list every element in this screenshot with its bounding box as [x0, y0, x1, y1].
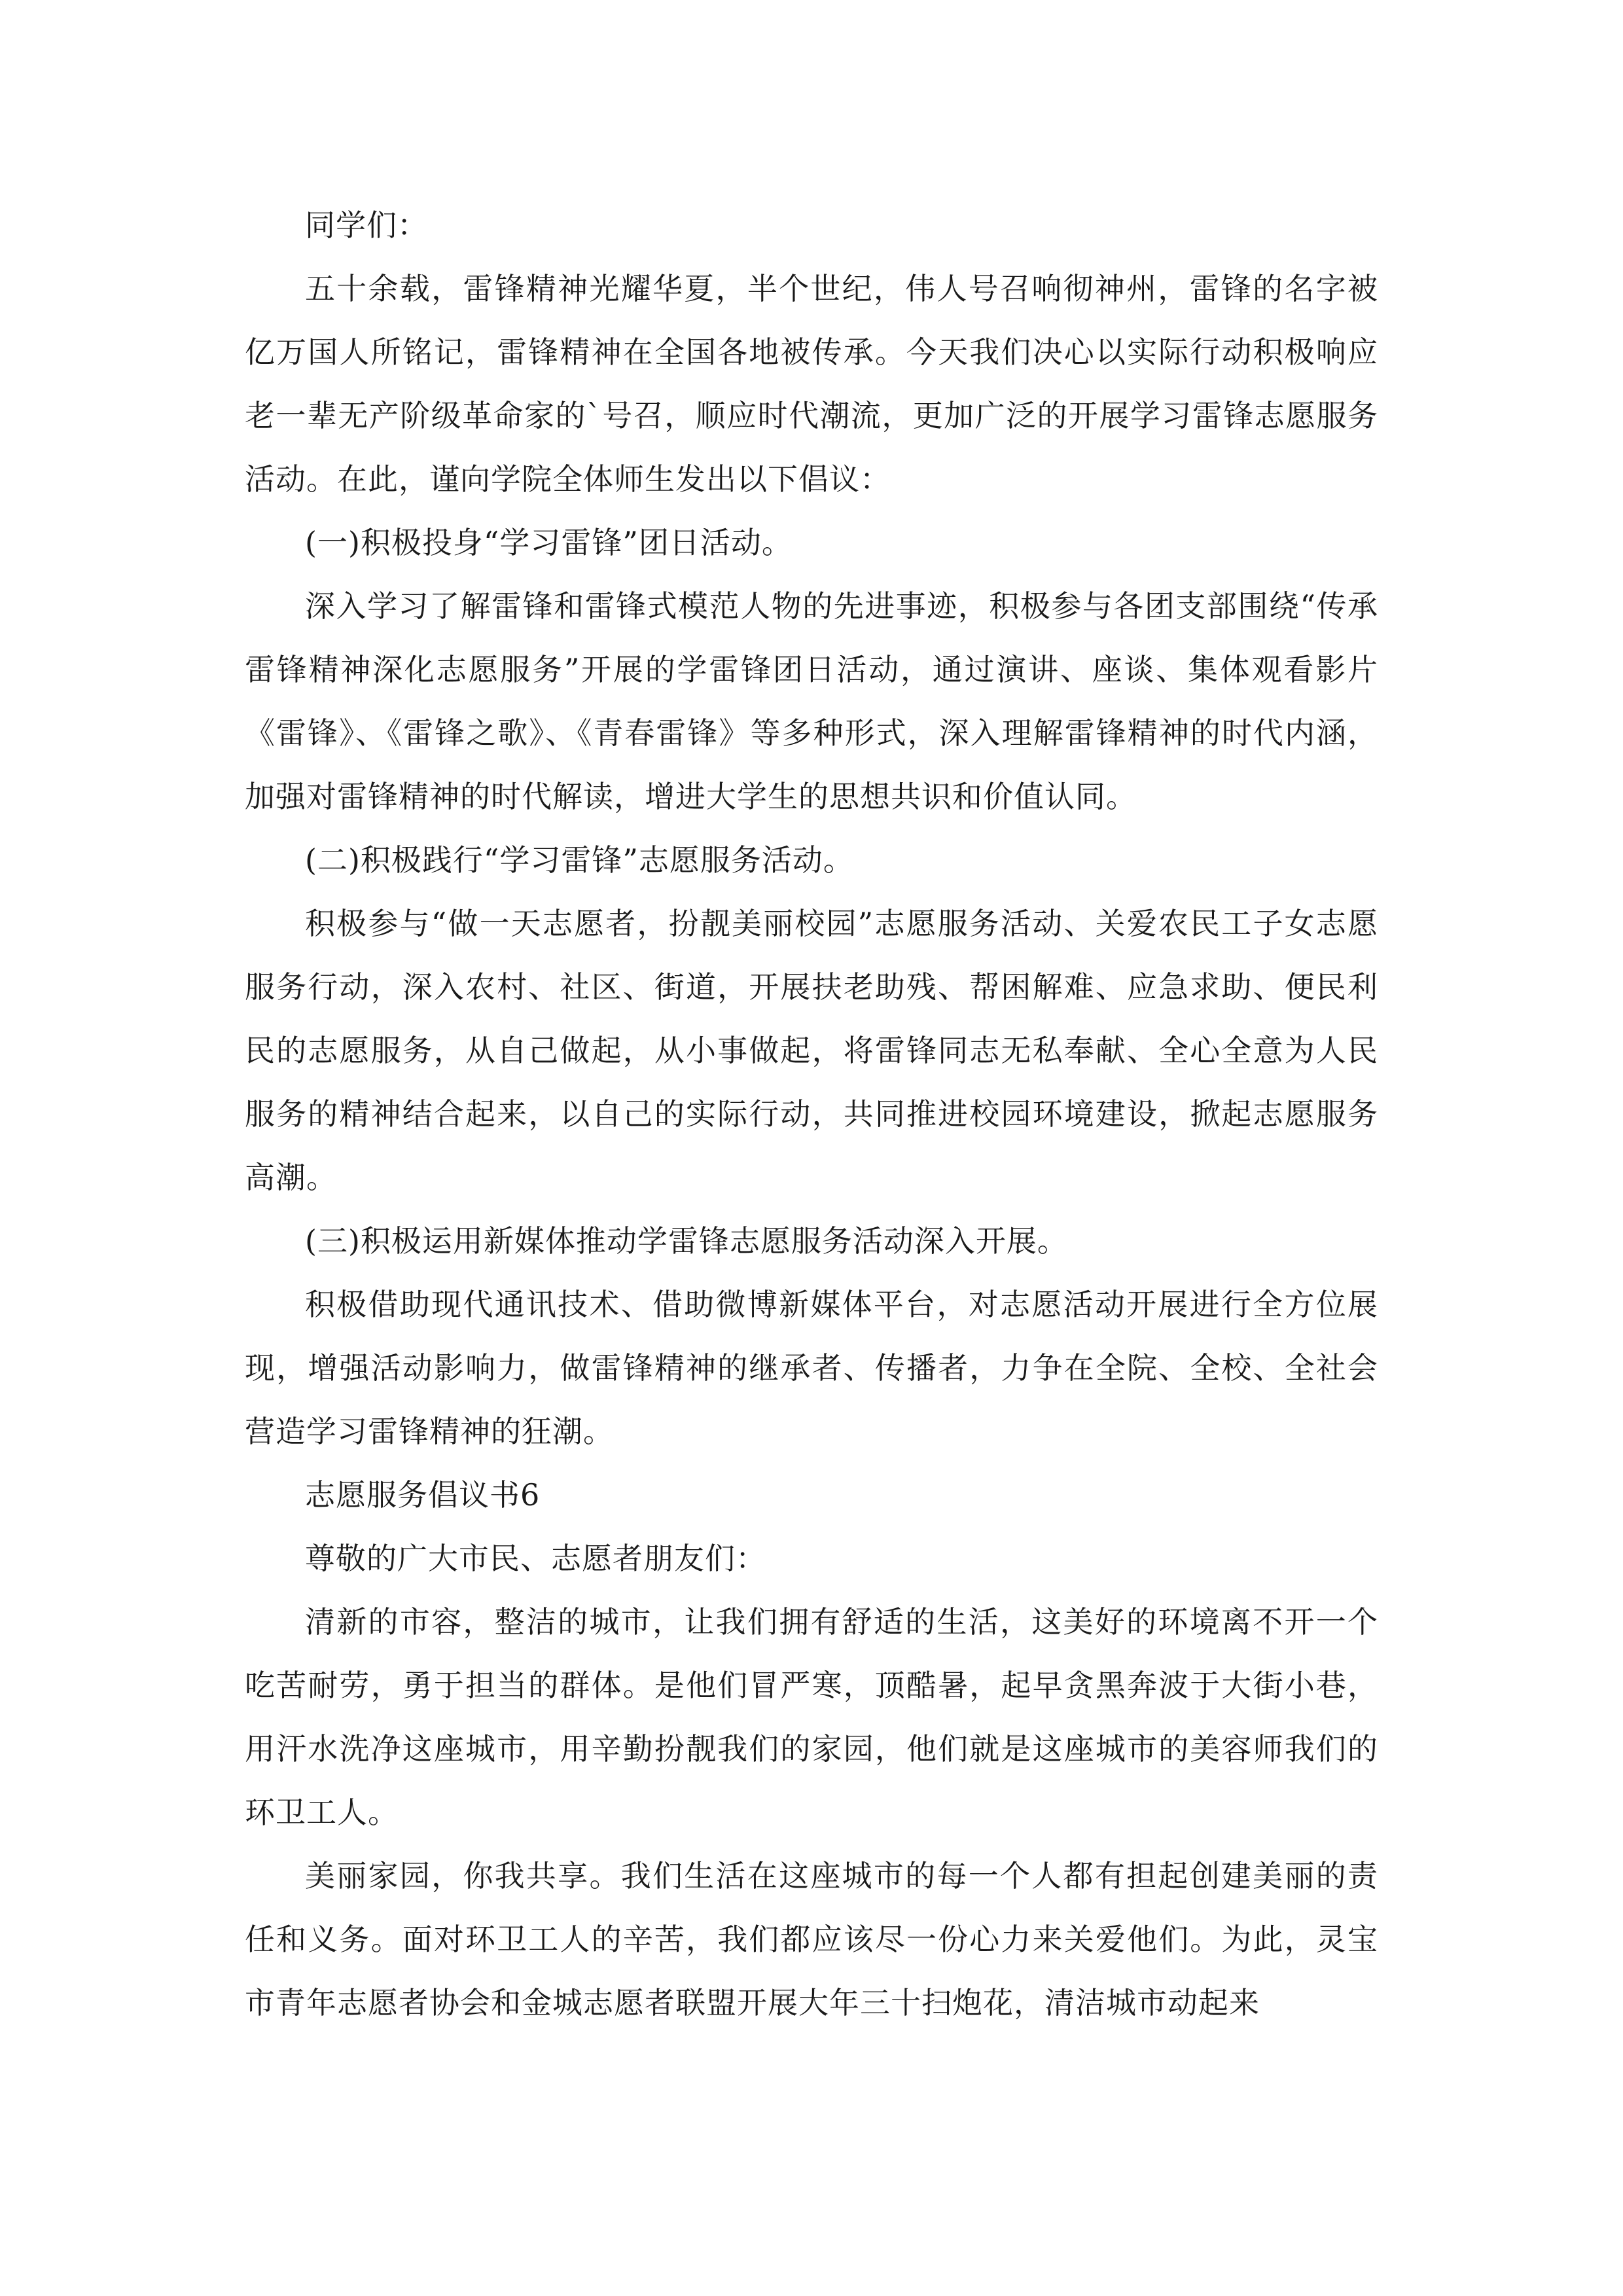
intro-paragraph: 五十余载，雷锋精神光耀华夏，半个世纪，伟人号召响彻神州，雷锋的名字被亿万国人所铭记，雷锋精神在全国各地被传承。今天我们决心以实际行动积极响应老一辈无产阶级革命家的`号召，顺应时代潮流，更加广泛的开展学习雷锋志愿服务活动。在此，谨向学院全体师生发出以下倡议： [245, 271, 1378, 497]
section-body-2: 积极参与“做一天志愿者，扮靓美丽校园”志愿服务活动、关爱农民工子女志愿服务行动，深入农村、社区、街道，开展扶老助残、帮困解难、应急求助、便民利民的志愿服务，从自己做起，从小事做起，将雷锋同志无私奉献、全心全意为人民服务的精神结合起来，以自己的实际行动，共同推进校园环境建设，掀起志愿服务高潮。 [245, 906, 1378, 1195]
section-heading-2: (二)积极践行“学习雷锋”志愿服务活动。 [305, 842, 854, 878]
section-heading-3: (三)积极运用新媒体推动学雷锋志愿服务活动深入开展。 [305, 1223, 1068, 1259]
document-title-6: 志愿服务倡议书6 [305, 1477, 541, 1513]
document-body [245, 194, 1378, 2035]
salutation-paragraph-2: 尊敬的广大市民、志愿者朋友们： [305, 1541, 766, 1576]
section-body-1: 深入学习了解雷锋和雷锋式模范人物的先进事迹，积极参与各团支部围绕“传承雷锋精神深化志愿服务”开展的学雷锋团日活动，通过演讲、座谈、集体观看影片《雷锋》、《雷锋之歌》、《青春雷锋》等多种形式，深入理解雷锋精神的时代内涵，加强对雷锋精神的时代解读，增进大学生的思想共识和价值认同。 [245, 588, 1378, 814]
body-paragraph-call-to-action: 美丽家园，你我共享。我们生活在这座城市的每一个人都有担起创建美丽的责任和义务。面对环卫工人的辛苦，我们都应该尽一份心力来关爱他们。为此，灵宝市青年志愿者协会和金城志愿者联盟开展大年三十扫炮花，清洁城市动起来 [245, 1858, 1378, 2020]
section-body-3: 积极借助现代通讯技术、借助微博新媒体平台，对志愿活动开展进行全方位展现，增强活动影响力，做雷锋精神的继承者、传播者，力争在全院、全校、全社会营造学习雷锋精神的狂潮。 [245, 1287, 1378, 1449]
body-paragraph-environment: 清新的市容，整洁的城市，让我们拥有舒适的生活，这美好的环境离不开一个吃苦耐劳，勇于担当的群体。是他们冒严寒，顶酷暑，起早贪黑奔波于大街小巷，用汗水洗净这座城市，用辛勤扮靓我们的家园，他们就是这座城市的美容师我们的环卫工人。 [245, 1604, 1378, 1830]
salutation-paragraph: 同学们： [305, 207, 428, 243]
section-heading-1: (一)积极投身“学习雷锋”团日活动。 [305, 525, 793, 560]
